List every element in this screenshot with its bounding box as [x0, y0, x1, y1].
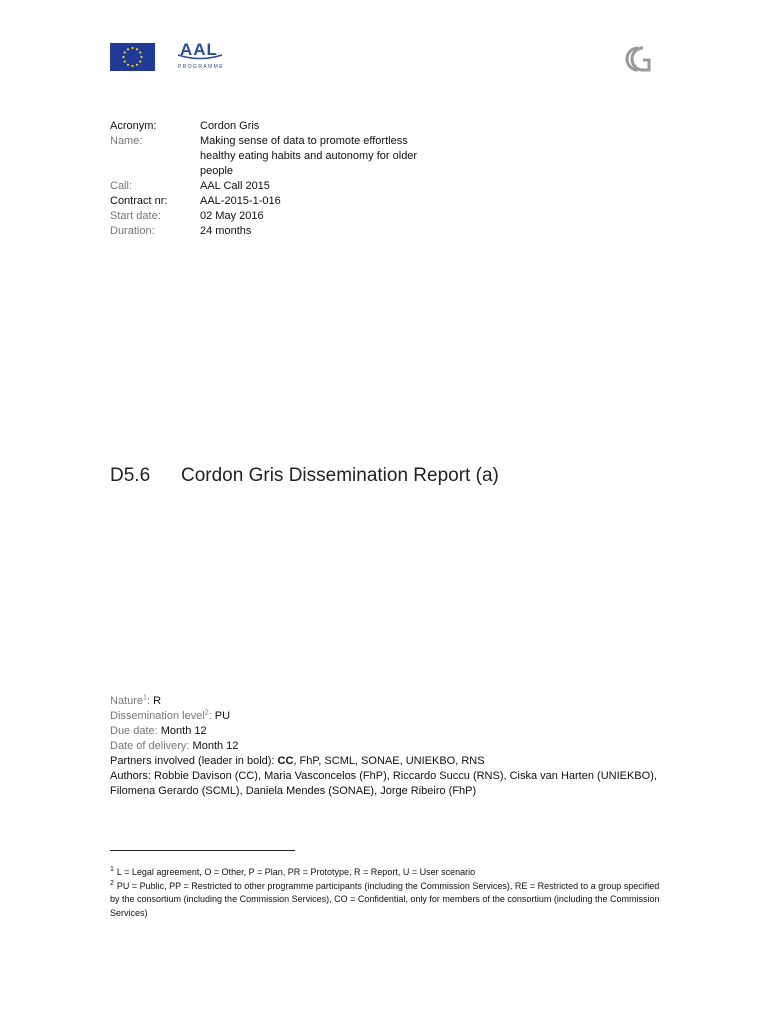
duration-label: Duration: — [110, 225, 155, 237]
name-value: Making sense of data to promote effortless healthy eating habits and autonomy for older people — [200, 135, 418, 177]
name-row — [110, 134, 450, 179]
name-label: Name: — [110, 135, 143, 147]
start-date-row — [110, 209, 450, 224]
start-date-value: 02 May 2016 — [200, 210, 264, 222]
dissemination-value: PU — [214, 710, 231, 722]
acronym-value: Cordon Gris — [200, 120, 260, 132]
nature-label: Nature — [110, 695, 144, 707]
start-date-label: Start date: — [110, 210, 161, 222]
acronym-row — [110, 119, 450, 134]
delivery-date-value: Month 12 — [192, 740, 239, 752]
nature-footnote-mark: 1 — [143, 694, 147, 702]
authors-label: Authors: — [110, 770, 151, 782]
dissemination-footnote-mark: 2 — [204, 709, 209, 717]
partners-leader: CC — [277, 755, 294, 767]
contract-value: AAL-2015-1-016 — [200, 195, 281, 207]
footnote-mark: 2 — [110, 879, 114, 887]
dissemination-label: Dissemination level — [110, 710, 205, 722]
delivery-date-label: Date of delivery: — [110, 740, 190, 752]
authors-value: Robbie Davison (CC), Maria Vasconcelos (FhP), Riccardo Succu (RNS), Ciska van Harten (UNIEKBO), Filomena Gerardo (SCML), Daniela Mendes (SONAE), Jorge Ribeiro (FhP) — [110, 770, 657, 797]
call-value: AAL Call 2015 — [200, 180, 270, 192]
nature-value: R — [153, 695, 162, 707]
footnote-mark: 1 — [110, 866, 114, 873]
dissemination-line: Dissemination level$^2$: PU — [110, 709, 231, 722]
due-date-label: Due date: — [110, 725, 158, 737]
due-date-line — [110, 724, 670, 739]
footnote — [110, 880, 660, 921]
duration-row — [110, 224, 450, 239]
deliverable-number: D5.6 — [110, 465, 151, 486]
call-row — [110, 179, 450, 194]
partners-list: , FhP, SCML, SONAE, UNIEKBO, RNS — [293, 755, 485, 767]
partners-line — [110, 754, 670, 769]
deliverable-details — [110, 694, 670, 799]
due-date-value: Month 12 — [160, 725, 207, 737]
footnote-text: PU = Public, PP = Restricted to other programme participants (including the Commission Services), RE = Restricted to a group specified by the consortium (including the Commission Services), CO = Confidential, only for members of the consortium (including the Commission Services) — [110, 880, 660, 918]
call-label: Call: — [110, 180, 133, 192]
nature-line: Nature$^1$: R — [110, 694, 162, 707]
document-title — [110, 465, 499, 487]
authors-line — [110, 769, 670, 799]
contract-label: Contract nr: — [110, 195, 168, 207]
acronym-label: Acronym: — [110, 120, 157, 132]
aal-logo-text: AAL — [180, 40, 218, 59]
footnote-divider — [110, 850, 295, 851]
aal-logo-arc — [176, 53, 224, 61]
delivery-date-line — [110, 739, 670, 754]
project-info — [110, 119, 450, 239]
aal-programme-logo — [170, 40, 232, 74]
aal-logo-subtext: PROGRAMME — [178, 64, 224, 70]
eu-flag-logo — [110, 43, 155, 71]
footnote-text: L = Legal agreement, O = Other, P = Plan, PR = Prototype, R = Report, U = User scenario — [116, 867, 476, 877]
footnote — [110, 866, 660, 880]
duration-value: 24 months — [200, 225, 252, 237]
footnotes — [110, 866, 660, 920]
contract-row — [110, 194, 450, 209]
partners-label: Partners involved (leader in bold): — [110, 755, 275, 767]
cordon-gris-logo — [616, 44, 658, 74]
deliverable-title: Cordon Gris Dissemination Report (a) — [181, 465, 499, 486]
